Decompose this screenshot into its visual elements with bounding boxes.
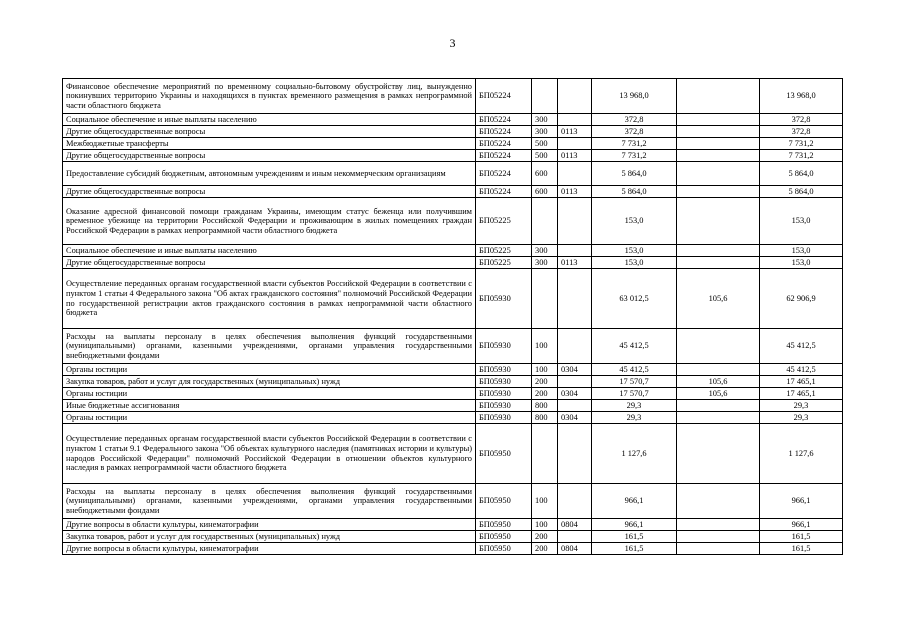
- row-amount-approved-cell: 153,0: [592, 245, 677, 257]
- row-target-article-cell: БП05950: [476, 484, 532, 519]
- row-target-article-cell: БП05930: [476, 388, 532, 400]
- row-section-cell: [558, 484, 592, 519]
- row-amount-approved-cell: 29,3: [592, 400, 677, 412]
- row-amount-final-cell: 161,5: [760, 531, 843, 543]
- row-target-article-cell: БП05225: [476, 245, 532, 257]
- row-amount-final-cell: 7 731,2: [760, 138, 843, 150]
- row-target-article-cell: БП05224: [476, 186, 532, 198]
- table-row: [63, 412, 843, 424]
- row-amount-final-cell: 29,3: [760, 412, 843, 424]
- row-section-cell: [558, 531, 592, 543]
- row-amount-final-cell: 153,0: [760, 257, 843, 269]
- row-amount-change-cell: [677, 114, 760, 126]
- row-section-cell: 0304: [558, 364, 592, 376]
- table-row: [63, 400, 843, 412]
- row-expense-type-cell: 300: [532, 257, 558, 269]
- table-row: [63, 79, 843, 114]
- row-section-cell: [558, 245, 592, 257]
- row-amount-approved-cell: 7 731,2: [592, 138, 677, 150]
- table-row: [63, 138, 843, 150]
- table-row: [63, 364, 843, 376]
- row-expense-type-cell: [532, 269, 558, 329]
- row-amount-approved-cell: 153,0: [592, 198, 677, 245]
- row-name-cell: Другие вопросы в области культуры, кинематографии: [63, 519, 476, 531]
- row-section-cell: 0304: [558, 388, 592, 400]
- row-amount-change-cell: [677, 245, 760, 257]
- table-row: [63, 126, 843, 138]
- row-name-cell: Финансовое обеспечение мероприятий по временному социально-бытовому обустройству лиц, вынужденно покинувших территорию Украины и находящихся в пунктах временного размещения в рамках непрограммной части областного бюджета: [63, 79, 476, 114]
- row-expense-type-cell: 800: [532, 412, 558, 424]
- row-section-cell: [558, 400, 592, 412]
- table-row: [63, 257, 843, 269]
- row-section-cell: 0304: [558, 412, 592, 424]
- row-expense-type-cell: [532, 79, 558, 114]
- row-expense-type-cell: 800: [532, 400, 558, 412]
- row-amount-final-cell: 45 412,5: [760, 364, 843, 376]
- table-row: [63, 388, 843, 400]
- row-expense-type-cell: 200: [532, 543, 558, 555]
- row-expense-type-cell: 100: [532, 329, 558, 364]
- row-name-cell: Органы юстиции: [63, 412, 476, 424]
- row-amount-approved-cell: 372,8: [592, 114, 677, 126]
- row-expense-type-cell: 600: [532, 162, 558, 186]
- row-amount-change-cell: [677, 186, 760, 198]
- row-name-cell: Межбюджетные трансферты: [63, 138, 476, 150]
- row-section-cell: [558, 376, 592, 388]
- row-amount-approved-cell: 45 412,5: [592, 364, 677, 376]
- row-section-cell: [558, 269, 592, 329]
- row-name-cell: Социальное обеспечение и иные выплаты населению: [63, 245, 476, 257]
- row-expense-type-cell: 200: [532, 376, 558, 388]
- row-amount-approved-cell: 17 570,7: [592, 376, 677, 388]
- row-target-article-cell: БП05225: [476, 257, 532, 269]
- row-name-cell: Осуществление переданных органам государственной власти субъектов Российской Федерации в соответствии с пунктом 1 статьи 4 Федерального закона "Об актах гражданского состояния" полномочий Российской Федерации по государственной регистрации актов гражданского состояния в рамках непрограммной части областного бюджета: [63, 269, 476, 329]
- row-name-cell: Другие вопросы в области культуры, кинематографии: [63, 543, 476, 555]
- row-section-cell: [558, 114, 592, 126]
- row-amount-change-cell: [677, 162, 760, 186]
- row-name-cell: Расходы на выплаты персоналу в целях обеспечения выполнения функций государственными (муниципальными) органами, казенными учреждениями, органами управления государственными внебюджетными фондами: [63, 329, 476, 364]
- row-amount-final-cell: 5 864,0: [760, 186, 843, 198]
- row-target-article-cell: БП05930: [476, 364, 532, 376]
- row-amount-change-cell: [677, 257, 760, 269]
- table-row: [63, 376, 843, 388]
- row-amount-final-cell: 29,3: [760, 400, 843, 412]
- row-amount-final-cell: 13 968,0: [760, 79, 843, 114]
- row-expense-type-cell: 100: [532, 364, 558, 376]
- table-row: [63, 543, 843, 555]
- row-amount-change-cell: [677, 531, 760, 543]
- row-name-cell: Предоставление субсидий бюджетным, автономным учреждениям и иным некоммерческим организациям: [63, 162, 476, 186]
- table-row: [63, 531, 843, 543]
- row-amount-final-cell: 372,8: [760, 126, 843, 138]
- row-amount-approved-cell: 966,1: [592, 484, 677, 519]
- row-amount-final-cell: 62 906,9: [760, 269, 843, 329]
- row-expense-type-cell: 300: [532, 114, 558, 126]
- row-expense-type-cell: [532, 424, 558, 484]
- row-section-cell: 0804: [558, 519, 592, 531]
- row-section-cell: [558, 79, 592, 114]
- row-amount-final-cell: 17 465,1: [760, 376, 843, 388]
- table-row: [63, 519, 843, 531]
- row-name-cell: Другие общегосударственные вопросы: [63, 126, 476, 138]
- row-section-cell: 0804: [558, 543, 592, 555]
- row-expense-type-cell: 100: [532, 519, 558, 531]
- row-amount-change-cell: [677, 138, 760, 150]
- row-expense-type-cell: [532, 198, 558, 245]
- row-amount-change-cell: 105,6: [677, 388, 760, 400]
- row-expense-type-cell: 300: [532, 245, 558, 257]
- row-amount-approved-cell: 13 968,0: [592, 79, 677, 114]
- row-name-cell: Оказание адресной финансовой помощи гражданам Украины, имеющим статус беженца или получившим временное убежище на территории Российской Федерации и проживающим в жилых помещениях граждан Российской Федерации в рамках непрограммной части областного бюджета: [63, 198, 476, 245]
- row-section-cell: 0113: [558, 257, 592, 269]
- row-section-cell: 0113: [558, 150, 592, 162]
- row-amount-final-cell: 153,0: [760, 198, 843, 245]
- row-target-article-cell: БП05930: [476, 400, 532, 412]
- row-amount-change-cell: 105,6: [677, 376, 760, 388]
- row-amount-approved-cell: 5 864,0: [592, 186, 677, 198]
- row-amount-change-cell: 105,6: [677, 269, 760, 329]
- table-row: [63, 150, 843, 162]
- row-amount-final-cell: 7 731,2: [760, 150, 843, 162]
- row-expense-type-cell: 200: [532, 388, 558, 400]
- row-target-article-cell: БП05950: [476, 531, 532, 543]
- budget-table-body: [63, 79, 843, 555]
- row-section-cell: [558, 329, 592, 364]
- row-amount-change-cell: [677, 364, 760, 376]
- row-amount-approved-cell: 45 412,5: [592, 329, 677, 364]
- row-amount-final-cell: 1 127,6: [760, 424, 843, 484]
- row-amount-final-cell: 372,8: [760, 114, 843, 126]
- row-name-cell: Органы юстиции: [63, 364, 476, 376]
- table-row: [63, 162, 843, 186]
- row-name-cell: Закупка товаров, работ и услуг для государственных (муниципальных) нужд: [63, 531, 476, 543]
- row-target-article-cell: БП05224: [476, 138, 532, 150]
- row-amount-final-cell: 5 864,0: [760, 162, 843, 186]
- row-target-article-cell: БП05930: [476, 269, 532, 329]
- row-name-cell: Иные бюджетные ассигнования: [63, 400, 476, 412]
- row-amount-approved-cell: 63 012,5: [592, 269, 677, 329]
- row-target-article-cell: БП05224: [476, 150, 532, 162]
- row-amount-change-cell: [677, 329, 760, 364]
- row-name-cell: Другие общегосударственные вопросы: [63, 257, 476, 269]
- row-amount-approved-cell: 1 127,6: [592, 424, 677, 484]
- row-amount-final-cell: 45 412,5: [760, 329, 843, 364]
- row-target-article-cell: БП05224: [476, 114, 532, 126]
- row-amount-final-cell: 966,1: [760, 484, 843, 519]
- row-amount-approved-cell: 5 864,0: [592, 162, 677, 186]
- row-target-article-cell: БП05950: [476, 543, 532, 555]
- row-amount-change-cell: [677, 126, 760, 138]
- row-amount-final-cell: 161,5: [760, 543, 843, 555]
- row-name-cell: Другие общегосударственные вопросы: [63, 150, 476, 162]
- row-amount-approved-cell: 161,5: [592, 531, 677, 543]
- table-row: [63, 114, 843, 126]
- row-section-cell: [558, 162, 592, 186]
- row-target-article-cell: БП05930: [476, 329, 532, 364]
- row-amount-final-cell: 966,1: [760, 519, 843, 531]
- row-name-cell: Органы юстиции: [63, 388, 476, 400]
- row-section-cell: 0113: [558, 126, 592, 138]
- row-target-article-cell: БП05930: [476, 412, 532, 424]
- row-name-cell: Социальное обеспечение и иные выплаты населению: [63, 114, 476, 126]
- row-expense-type-cell: 500: [532, 138, 558, 150]
- row-target-article-cell: БП05224: [476, 79, 532, 114]
- table-row: [63, 424, 843, 484]
- table-row: [63, 245, 843, 257]
- row-section-cell: 0113: [558, 186, 592, 198]
- row-amount-final-cell: 17 465,1: [760, 388, 843, 400]
- row-target-article-cell: БП05224: [476, 126, 532, 138]
- row-name-cell: Расходы на выплаты персоналу в целях обеспечения выполнения функций государственными (муниципальными) органами, казенными учреждениями, органами управления государственными внебюджетными фондами: [63, 484, 476, 519]
- row-target-article-cell: БП05225: [476, 198, 532, 245]
- row-amount-approved-cell: 7 731,2: [592, 150, 677, 162]
- row-expense-type-cell: 500: [532, 150, 558, 162]
- row-amount-change-cell: [677, 412, 760, 424]
- table-row: [63, 186, 843, 198]
- table-row: [63, 484, 843, 519]
- row-amount-approved-cell: 153,0: [592, 257, 677, 269]
- row-expense-type-cell: 300: [532, 126, 558, 138]
- row-amount-approved-cell: 966,1: [592, 519, 677, 531]
- table-row: [63, 329, 843, 364]
- row-target-article-cell: БП05224: [476, 162, 532, 186]
- row-target-article-cell: БП05950: [476, 424, 532, 484]
- row-section-cell: [558, 138, 592, 150]
- row-amount-final-cell: 153,0: [760, 245, 843, 257]
- row-target-article-cell: БП05950: [476, 519, 532, 531]
- page-number: 3: [449, 36, 456, 50]
- row-amount-approved-cell: 29,3: [592, 412, 677, 424]
- row-section-cell: [558, 198, 592, 245]
- row-amount-change-cell: [677, 424, 760, 484]
- row-amount-approved-cell: 372,8: [592, 126, 677, 138]
- row-amount-change-cell: [677, 484, 760, 519]
- row-section-cell: [558, 424, 592, 484]
- table-row: [63, 269, 843, 329]
- row-name-cell: Другие общегосударственные вопросы: [63, 186, 476, 198]
- row-amount-change-cell: [677, 79, 760, 114]
- budget-table: [62, 78, 843, 555]
- row-target-article-cell: БП05930: [476, 376, 532, 388]
- row-amount-change-cell: [677, 400, 760, 412]
- row-amount-approved-cell: 161,5: [592, 543, 677, 555]
- row-name-cell: Закупка товаров, работ и услуг для государственных (муниципальных) нужд: [63, 376, 476, 388]
- row-amount-change-cell: [677, 519, 760, 531]
- row-name-cell: Осуществление переданных органам государственной власти субъектов Российской Федерации в соответствии с пунктом 1 статьи 9.1 Федерального закона "Об объектах культурного наследия (памятниках истории и культуры) народов Российской Федерации" полномочий Российской Федерации в отношении объектов культурного наследия в рамках непрограммной части областного бюджета: [63, 424, 476, 484]
- row-amount-approved-cell: 17 570,7: [592, 388, 677, 400]
- row-amount-change-cell: [677, 150, 760, 162]
- row-expense-type-cell: 200: [532, 531, 558, 543]
- row-amount-change-cell: [677, 198, 760, 245]
- row-expense-type-cell: 600: [532, 186, 558, 198]
- row-expense-type-cell: 100: [532, 484, 558, 519]
- row-amount-change-cell: [677, 543, 760, 555]
- table-row: [63, 198, 843, 245]
